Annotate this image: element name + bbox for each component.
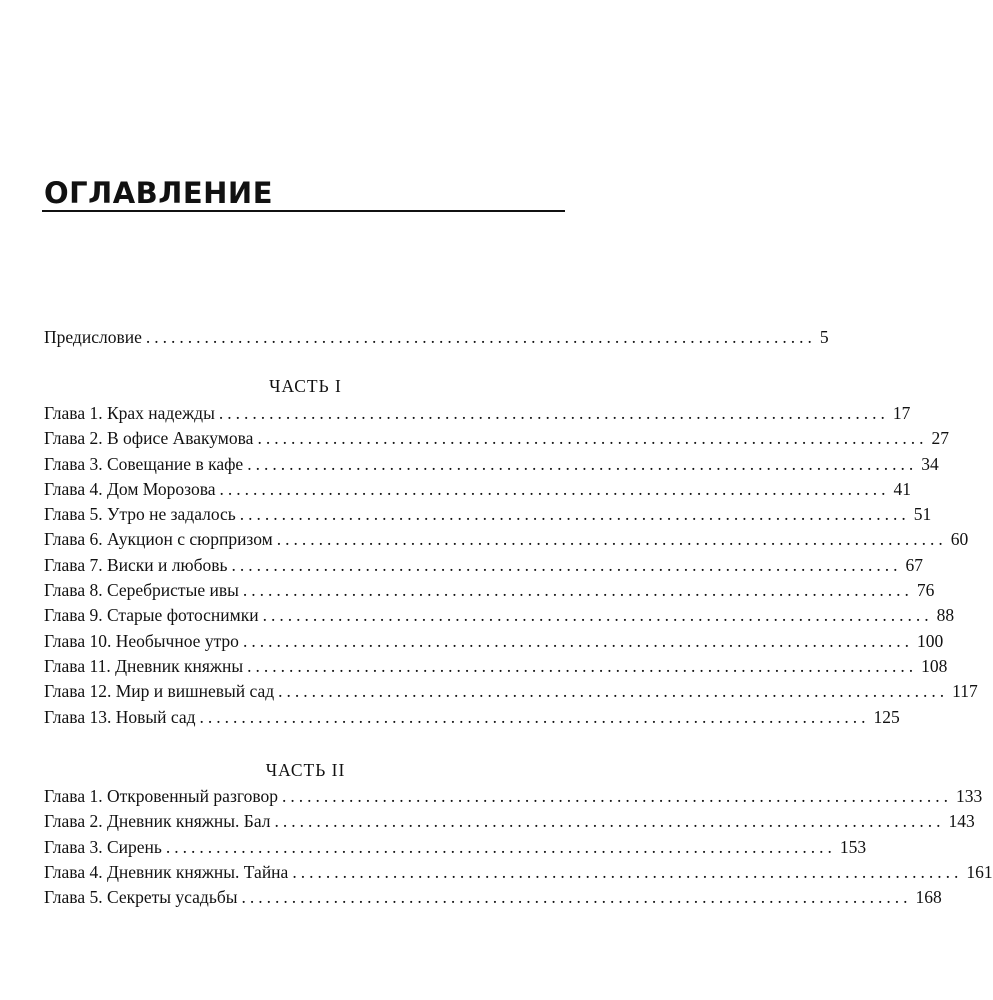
toc-entry[interactable] [44,654,948,679]
page-title: ОГЛАВЛЕНИЕ [44,176,274,210]
part-1-chapter-list [44,401,978,730]
entry-title: Глава 7. Виски и любовь [44,554,228,575]
toc-entry[interactable] [44,629,944,654]
dot-leader: ................................................................................ [257,428,928,449]
entry-title: Глава 4. Дневник княжны. Тайна [44,861,289,882]
entry-page: 108 [921,655,948,676]
toc-entry[interactable] [44,809,975,834]
part-title: ЧАСТЬ I [269,376,342,396]
toc-entry[interactable] [44,679,978,704]
dot-leader: ................................................................................ [282,786,952,806]
dot-leader: ................................................................................ [247,453,918,474]
dot-leader: ................................................................................ [241,887,912,908]
entry-page: 153 [839,836,867,857]
dot-leader: ................................................................................ [274,811,945,832]
toc-entry[interactable] [44,603,955,628]
entry-title: Глава 5. Секреты усадьбы [44,887,238,908]
toc-entry[interactable] [44,401,911,426]
entry-title: Глава 4. Дом Морозова [44,478,216,499]
toc-entry[interactable] [44,860,993,885]
entry-title: Глава 2. В офисе Авакумова [44,428,254,449]
entry-title: Предисловие [44,327,142,347]
entry-title: Глава 2. Дневник княжны. Бал [44,811,271,832]
toc-entry[interactable] [44,578,935,603]
toc-entry[interactable] [44,553,923,578]
toc-entry-preface[interactable] [44,325,829,350]
entry-title: Глава 10. Необычное утро [44,630,239,651]
dot-leader: ................................................................................ [239,504,910,525]
toc-entry[interactable] [44,477,912,502]
toc-entry[interactable] [44,527,969,552]
dot-leader: ................................................................................ [199,706,870,727]
toc-entry[interactable] [44,835,867,860]
entry-page: 27 [931,428,949,449]
entry-page: 117 [952,681,978,702]
part-2-chapter-list [44,784,993,910]
dot-leader: ................................................................................ [218,403,889,423]
entry-page: 133 [956,786,983,806]
entry-title: Глава 8. Серебристые ивы [44,580,239,601]
part-title: ЧАСТЬ II [265,760,346,780]
entry-page: 41 [893,478,912,499]
preface-list [44,325,829,350]
entry-title: Глава 13. Новый сад [44,706,196,727]
entry-title: Глава 11. Дневник княжны [44,655,244,676]
entry-page: 5 [819,327,829,347]
entry-page: 34 [921,453,939,474]
entry-page: 168 [915,887,942,908]
entry-page: 125 [873,706,900,727]
entry-page: 143 [948,811,975,832]
entry-title: Глава 9. Старые фотоснимки [44,605,259,626]
dot-leader: ................................................................................ [242,630,913,651]
entry-title: Глава 12. Мир и вишневый сад [44,681,275,702]
entry-title: Глава 3. Сирень [44,836,162,857]
toc-entry[interactable] [44,784,983,809]
entry-page: 67 [905,554,923,575]
dot-leader: ................................................................................ [278,681,949,702]
title-rule [42,210,565,212]
entry-page: 17 [892,403,911,423]
dot-leader: ................................................................................ [276,529,947,550]
entry-title: Глава 3. Совещание в кафе [44,453,244,474]
toc-entry[interactable] [44,885,942,910]
entry-page: 60 [950,529,969,550]
toc-entry[interactable] [44,705,900,730]
entry-page: 88 [936,605,955,626]
entry-title: Глава 6. Аукцион с сюрпризом [44,529,273,550]
dot-leader: ................................................................................ [219,478,890,499]
toc-entry[interactable] [44,426,949,451]
entry-page: 76 [916,580,935,601]
toc-entry[interactable] [44,452,939,477]
dot-leader: ................................................................................ [242,580,913,601]
dot-leader: ................................................................................ [292,861,963,882]
entry-title: Глава 1. Откровенный разговор [44,786,278,806]
entry-page: 51 [913,504,932,525]
entry-title: Глава 5. Утро не задалось [44,504,236,525]
entry-page: 100 [916,630,944,651]
dot-leader: ................................................................................ [145,327,816,347]
entry-page: 161 [966,861,993,882]
dot-leader: ................................................................................ [262,605,933,626]
dot-leader: ................................................................................ [165,836,836,857]
entry-title: Глава 1. Крах надежды [44,403,215,423]
dot-leader: ................................................................................ [247,655,918,676]
toc-entry[interactable] [44,502,932,527]
dot-leader: ................................................................................ [231,554,902,575]
